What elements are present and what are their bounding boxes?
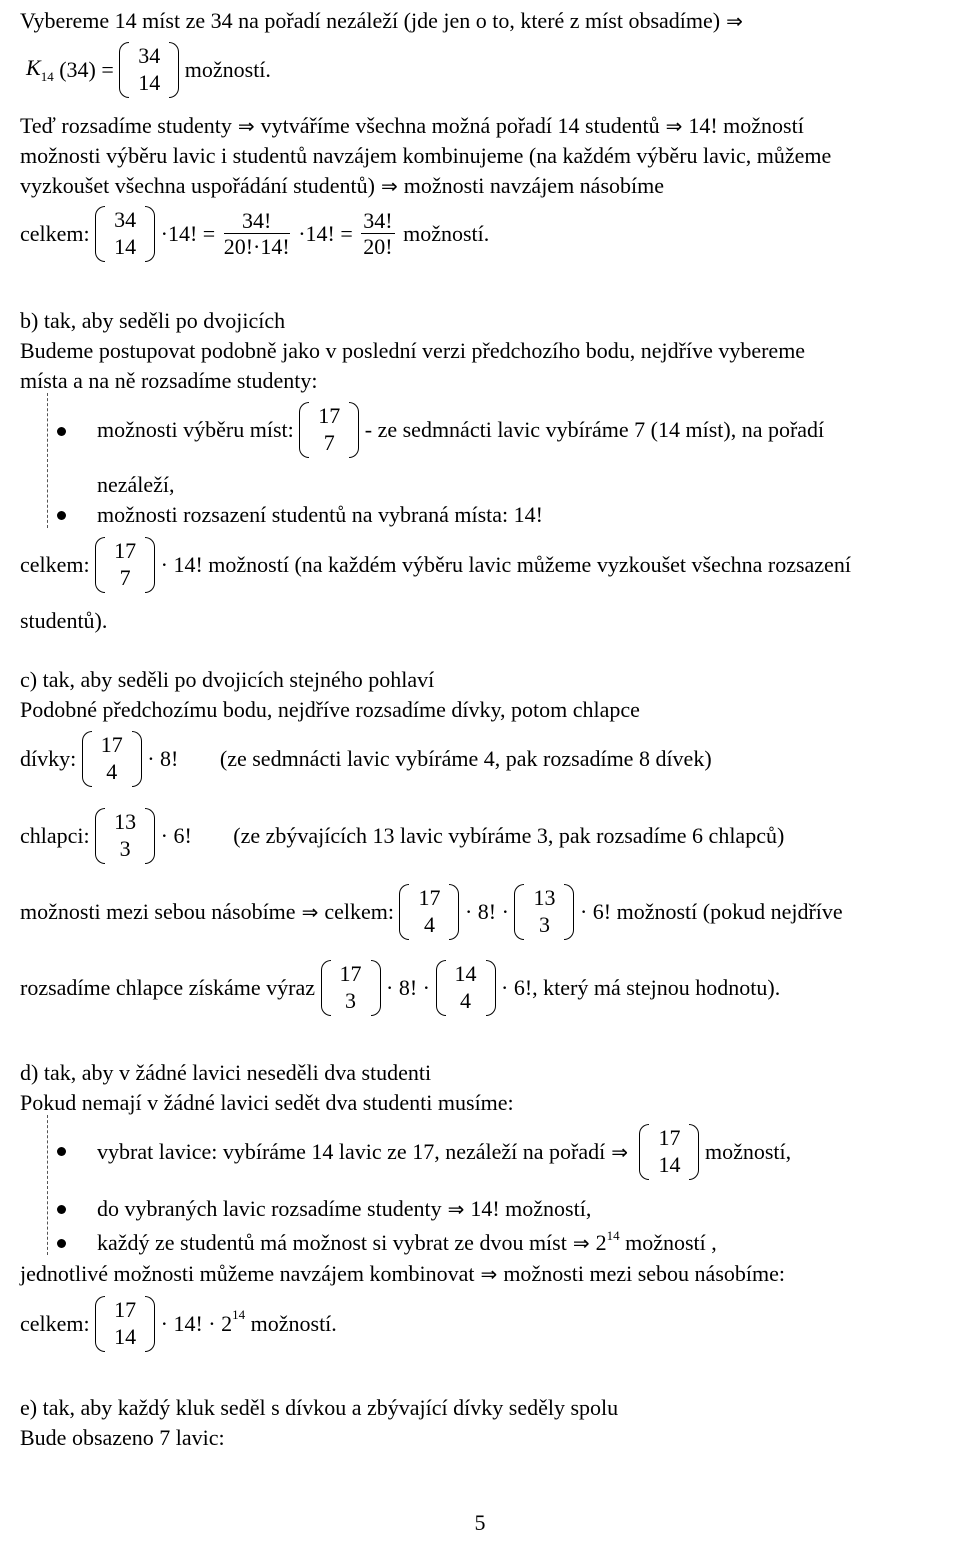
implies-icon: ⇒ [611, 1140, 628, 1164]
binomial: 17 7 [299, 402, 359, 458]
binomial: 17 3 [321, 960, 381, 1016]
formula-total-a: celkem: 34 14 ·14! = $\frac{34!}{20!\cdot 14!}$ ·14! = $\frac{34!}{20!}$ možností. [20, 206, 489, 262]
implies-icon: ⇒ [665, 114, 683, 138]
text-line: Budeme postupovat podobně jako v poslední verzi předchozího bodu, nejdříve vybereme [20, 338, 806, 363]
list-item: možnosti rozsazení studentů na vybraná místa: 14! [97, 502, 543, 527]
formula-product: možnosti mezi sebou násobíme ⇒ celkem: 17 4 · 8! · 13 3 · 6! možností (pokud nejdříve [20, 884, 843, 940]
formula-total-d: celkem: 17 14 · 14! · $2^{14}$ možností. [20, 1296, 337, 1352]
binomial: 17 4 [399, 884, 459, 940]
bullet-icon [57, 1239, 66, 1248]
implies-icon: ⇒ [380, 174, 398, 198]
formula-girls: dívky: 17 4 · 8! (ze sedmnácti lavic vybíráme 4, pak rozsadíme 8 dívek) [20, 731, 712, 787]
implies-icon: ⇒ [237, 114, 255, 138]
section-heading: b) tak, aby seděli po dvojicích [20, 308, 286, 333]
bullet-icon [57, 511, 66, 520]
text-line: Bude obsazeno 7 lavic: [20, 1425, 225, 1450]
text-line: jednotlivé možnosti můžeme navzájem kombinovat ⇒ možnosti mezi sebou násobíme: [20, 1261, 785, 1286]
binomial: 13 3 [95, 808, 155, 864]
binomial: 13 3 [514, 884, 574, 940]
bullet-icon [57, 1147, 66, 1156]
list-item: do vybraných lavic rozsadíme studenty ⇒ 14! možností, [97, 1196, 592, 1221]
implies-icon: ⇒ [572, 1231, 590, 1255]
formula-boys: chlapci: 13 3 · 6! (ze zbývajících 13 lavic vybíráme 3, pak rozsadíme 6 chlapců) [20, 808, 784, 864]
text-line: možnosti výběru lavic i studentů navzájem kombinujeme (na každém výběru lavic, můžeme [20, 143, 832, 168]
binomial: 17 4 [82, 731, 142, 787]
section-heading: d) tak, aby v žádné lavici neseděli dva studenti [20, 1060, 432, 1085]
list-item-cont: nezáleží, [97, 472, 175, 497]
implies-icon: ⇒ [480, 1262, 498, 1286]
text-line: Teď rozsadíme studenty ⇒ vytváříme všechna možná pořadí 14 studentů ⇒ 14! možností [20, 113, 804, 138]
formula-combinations: $K_{14}$ (34) = 34 14 možností. [26, 42, 271, 98]
list-item: vybrat lavice: vybíráme 14 lavic ze 17, nezáleží na pořadí ⇒ 17 14 možností, [97, 1124, 791, 1180]
binomial: 34 14 [95, 206, 155, 262]
binomial: 17 14 [639, 1124, 699, 1180]
list-item: možnosti výběru míst: 17 7 - ze sedmnácti lavic vybíráme 7 (14 míst), na pořadí [97, 402, 824, 458]
text-line: místa a na ně rozsadíme studenty: [20, 368, 318, 393]
formula-alt: rozsadíme chlapce získáme výraz 17 3 · 8! · 14 4 · 6!, který má stejnou hodnotu). [20, 960, 780, 1016]
binomial: 14 4 [436, 960, 496, 1016]
bullet-icon [57, 1205, 66, 1214]
text-line: Pokud nemají v žádné lavici sedět dva studenti musíme: [20, 1090, 514, 1115]
binomial: 34 14 [119, 42, 179, 98]
dashed-rule [47, 393, 48, 528]
binomial: 17 7 [95, 537, 155, 593]
bullet-icon [57, 427, 66, 436]
list-item: každý ze studentů má možnost si vybrat ze dvou míst ⇒ $2^{14}$ možností , [97, 1228, 717, 1255]
fraction: $\frac{34!}{20!}$ [363, 207, 393, 259]
text-line: studentů). [20, 608, 108, 633]
formula-total-b: celkem: 17 7 · 14! možností (na každém výběru lavic můžeme vyzkoušet všechna rozsazení [20, 537, 851, 593]
implies-icon: ⇒ [447, 1197, 465, 1221]
section-heading: c) tak, aby seděli po dvojicích stejného pohlaví [20, 667, 435, 692]
text-line: Podobné předchozímu bodu, nejdříve rozsadíme dívky, potom chlapce [20, 697, 640, 722]
dashed-rule [47, 1115, 48, 1255]
page-number: 5 [474, 1510, 486, 1535]
text-line: Vybereme 14 míst ze 34 na pořadí nezáleží (jde jen o to, které z míst obsadíme) ⇒ [20, 8, 743, 33]
implies-icon: ⇒ [301, 900, 319, 924]
implies-icon: ⇒ [726, 9, 743, 33]
fraction: $\frac{34!}{20!\cdot 14!}$ [223, 207, 290, 259]
binomial: 17 14 [95, 1296, 155, 1352]
text-line: vyzkoušet všechna uspořádání studentů) ⇒ možnosti navzájem násobíme [20, 173, 664, 198]
section-heading: e) tak, aby každý kluk seděl s dívkou a zbývající dívky seděly spolu [20, 1395, 619, 1420]
